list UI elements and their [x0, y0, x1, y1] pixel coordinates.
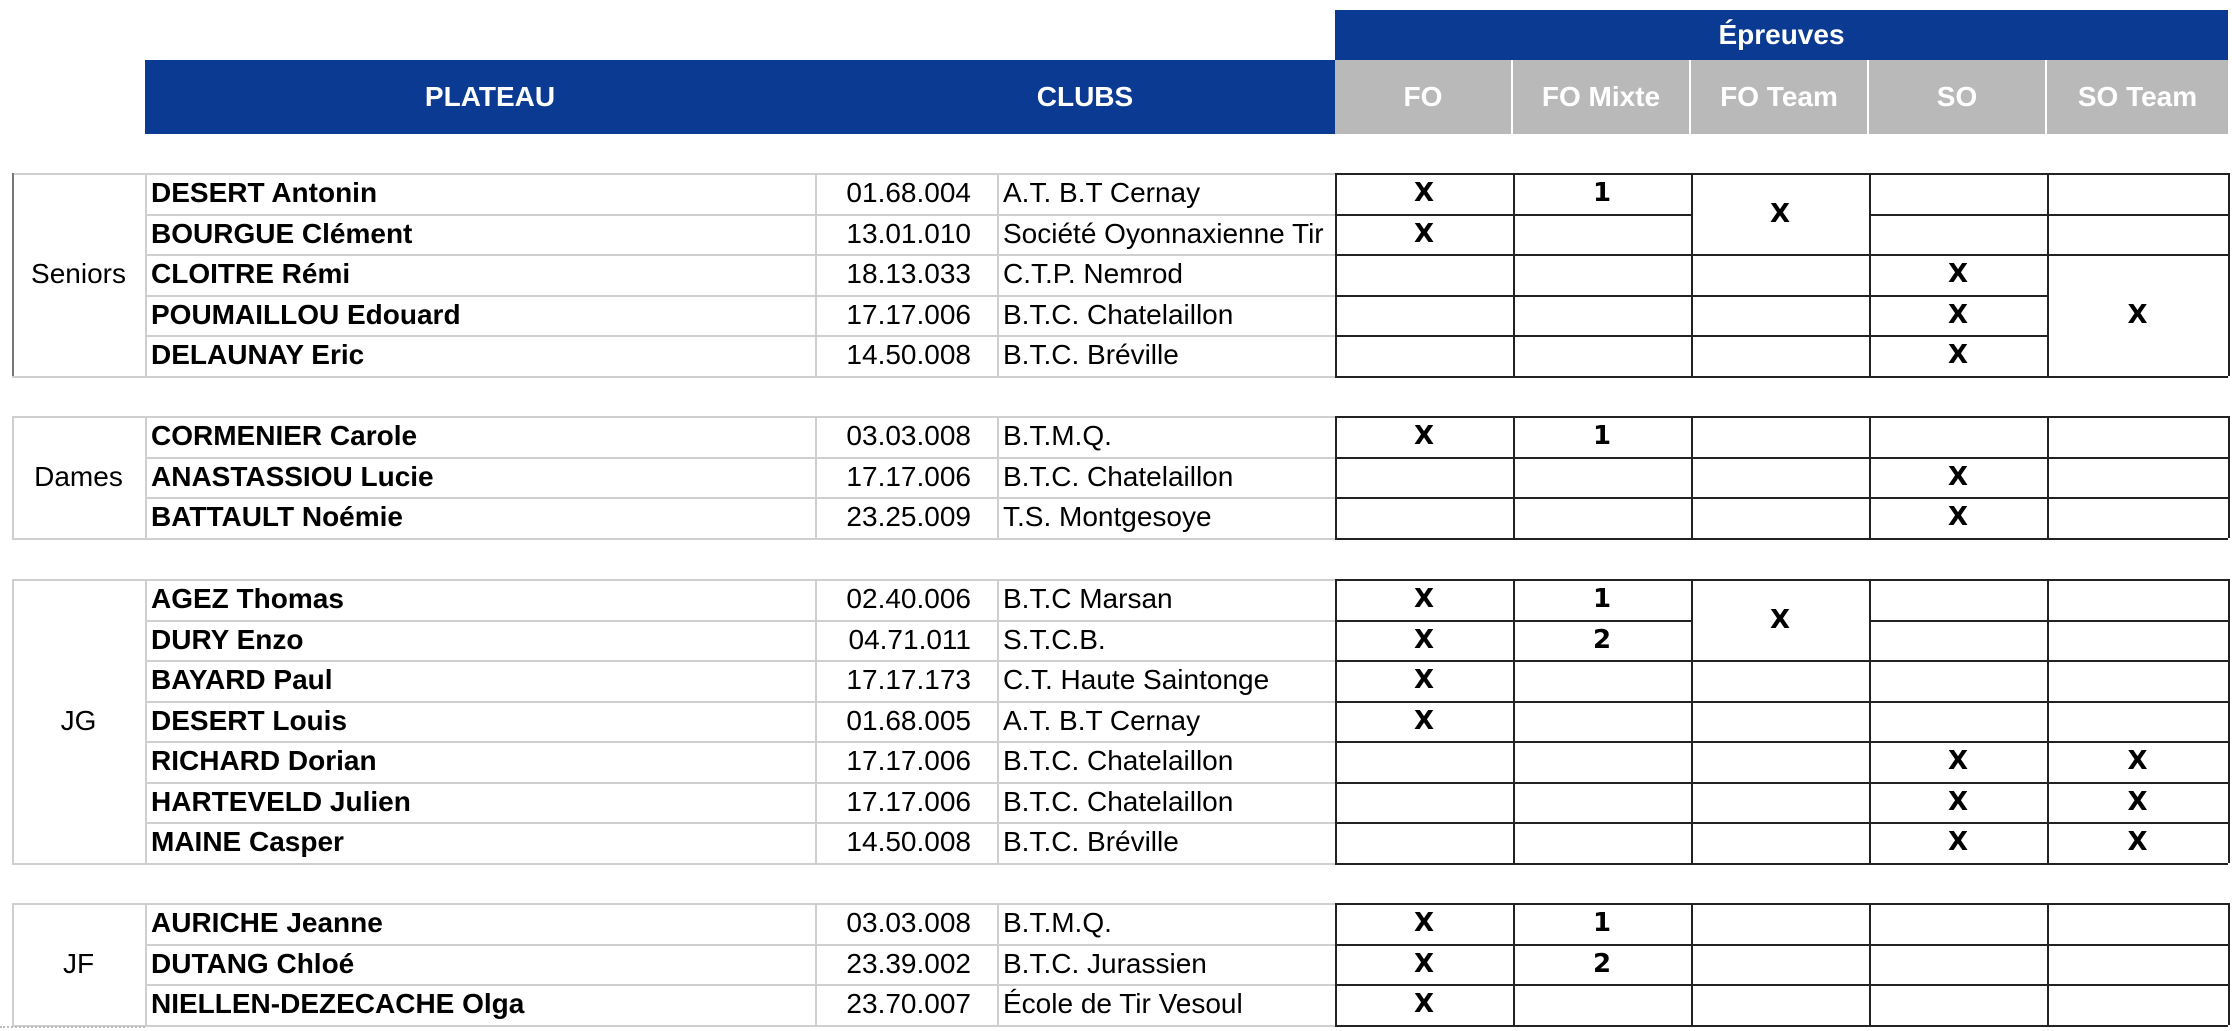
mark-fo: X	[1413, 989, 1435, 1020]
club-name: École de Tir Vesoul	[1003, 988, 1243, 1019]
mark-fo-mixte: 2	[1592, 624, 1612, 655]
grid-line	[1335, 173, 1337, 376]
grid-line	[145, 660, 1335, 662]
licence-number: 17.17.006	[846, 785, 971, 817]
grid-line	[1869, 822, 2047, 824]
grid-line	[2047, 984, 2228, 986]
athlete-name: DURY Enzo	[151, 623, 304, 655]
grid-line	[145, 620, 1335, 622]
mark-so	[1869, 173, 2047, 214]
category-label: Seniors	[31, 258, 126, 290]
athlete-name: ANASTASSIOU Lucie	[151, 460, 434, 492]
grid-line	[1691, 782, 1869, 784]
licence-number: 14.50.008	[846, 339, 971, 370]
grid-line	[1335, 660, 1691, 662]
event-header-so: SO	[1869, 60, 2047, 134]
grid-line	[1691, 660, 1869, 662]
mark-fo: X	[1413, 624, 1435, 655]
grid-line	[1335, 295, 1691, 297]
category-label: Dames	[34, 460, 123, 492]
grid-line	[1691, 497, 1869, 499]
grid-line	[12, 579, 1335, 581]
category-cell	[12, 579, 145, 863]
grid-line	[1691, 701, 1869, 703]
mark-fo-mixte	[1513, 660, 1691, 701]
grid-line	[815, 416, 817, 538]
epreuves-header	[1335, 10, 2228, 60]
mark-fo: X	[1413, 705, 1435, 736]
grid-line	[1335, 416, 1337, 538]
grid-line	[1513, 903, 1515, 1025]
grid-line	[1869, 335, 2047, 337]
mark-fo-mixte	[1513, 741, 1691, 782]
mark-so	[1869, 984, 2047, 1025]
grid-line	[145, 782, 1335, 784]
grid-line	[2228, 903, 2230, 1025]
grid-line	[997, 173, 999, 376]
grid-line	[1691, 822, 1869, 824]
grid-line	[12, 863, 1335, 865]
grid-line	[1691, 173, 1693, 376]
mark-fo: X	[1413, 178, 1435, 209]
grid-line	[145, 254, 1335, 256]
grid-line	[145, 984, 1335, 986]
licence-number: 13.01.010	[846, 217, 971, 249]
grid-line	[145, 295, 1335, 297]
event-header-so-team: SO Team	[2047, 60, 2228, 134]
grid-line	[1691, 457, 1869, 459]
grid-line	[1335, 903, 1337, 1025]
mark-fo-mixte	[1513, 782, 1691, 823]
grid-line	[1335, 579, 1337, 863]
mark-fo-mixte: 1	[1592, 178, 1612, 209]
grid-line	[145, 173, 147, 376]
grid-line	[1335, 214, 1691, 216]
mark-fo-mixte: 1	[1592, 908, 1612, 939]
grid-line	[1335, 335, 1691, 337]
grid-line	[1869, 579, 1871, 863]
clubs-header	[835, 60, 1335, 134]
grid-line	[2047, 254, 2228, 256]
grid-line	[1335, 173, 2228, 175]
plateau-label: PLATEAU	[424, 81, 556, 112]
licence-number: 23.39.002	[846, 947, 971, 979]
grid-line	[1869, 782, 2047, 784]
mark-so-team	[2047, 620, 2228, 661]
mark-so	[1869, 579, 2047, 620]
category-cell	[12, 416, 145, 538]
club-name: B.T.C. Bréville	[1003, 826, 1179, 857]
grid-line	[145, 701, 1335, 703]
grid-line	[1335, 944, 1691, 946]
grid-line	[1691, 579, 1693, 863]
grid-line	[1869, 497, 2047, 499]
grid-line	[1869, 741, 2047, 743]
grid-line	[1335, 254, 1691, 256]
grid-line	[145, 903, 147, 1025]
mark-fo	[1335, 741, 1513, 782]
grid-line	[2047, 701, 2228, 703]
mark-so: X	[1947, 786, 1969, 817]
grid-line	[1335, 497, 1691, 499]
grid-line	[2228, 416, 2230, 538]
grid-line	[1335, 822, 1691, 824]
grid-line	[145, 497, 1335, 499]
mark-so-team	[2047, 660, 2228, 701]
grid-line	[1335, 782, 1691, 784]
grid-line	[1513, 416, 1515, 538]
grid-line	[997, 903, 999, 1025]
grid-line	[145, 457, 1335, 459]
grid-line	[2047, 660, 2228, 662]
epreuves-label: Épreuves	[1718, 19, 1845, 50]
mark-so-team: X	[2127, 827, 2148, 858]
licence-number: 01.68.005	[846, 704, 971, 736]
mark-so	[1869, 701, 2047, 742]
athlete-name: BAYARD Paul	[151, 664, 333, 695]
mark-fo	[1335, 497, 1513, 538]
grid-line	[145, 214, 1335, 216]
grid-line	[1335, 538, 2228, 540]
club-name: B.T.C. Chatelaillon	[1003, 298, 1234, 330]
licence-number: 01.68.004	[846, 177, 971, 208]
grid-line	[1691, 295, 1869, 297]
mark-fo-mixte: 1	[1592, 584, 1612, 615]
licence-number: 14.50.008	[846, 826, 971, 857]
grid-line	[145, 944, 1335, 946]
grid-line	[1869, 620, 2047, 622]
grid-line	[1335, 416, 2228, 418]
grid-line	[2047, 944, 2228, 946]
mark-so: X	[1947, 340, 1969, 371]
grid-line	[815, 903, 817, 1025]
athlete-name: CORMENIER Carole	[151, 420, 418, 451]
grid-line	[1335, 984, 1691, 986]
mark-so-team: X	[2127, 746, 2148, 777]
mark-so	[1869, 660, 2047, 701]
grid-line	[1869, 944, 2047, 946]
grid-line	[1869, 701, 2047, 703]
grid-line	[1335, 863, 2228, 865]
club-name: B.T.C. Bréville	[1003, 339, 1179, 370]
grid-line	[12, 376, 1335, 378]
mark-fo-mixte	[1513, 701, 1691, 742]
grid-line	[2047, 457, 2228, 459]
club-name: B.T.M.Q.	[1003, 907, 1112, 938]
grid-line	[1335, 579, 2228, 581]
mark-so-team	[2047, 579, 2228, 620]
athlete-name: AGEZ Thomas	[151, 583, 344, 614]
grid-line	[1869, 173, 1871, 376]
mark-so	[1869, 620, 2047, 661]
grid-line	[12, 416, 14, 538]
athlete-name: CLOITRE Rémi	[151, 258, 351, 289]
athlete-name: HARTEVELD Julien	[151, 785, 411, 817]
grid-line	[997, 579, 999, 863]
grid-line	[12, 173, 1335, 175]
mark-fo-mixte	[1513, 214, 1691, 255]
grid-line	[2047, 822, 2228, 824]
athlete-name: DUTANG Chloé	[151, 947, 355, 979]
grid-line	[1335, 701, 1691, 703]
mark-so	[1869, 416, 2047, 457]
grid-line	[145, 822, 1335, 824]
mark-so-team-merged: X	[2127, 299, 2148, 330]
club-name: C.T.P. Nemrod	[1003, 258, 1183, 289]
grid-line	[1335, 741, 1691, 743]
grid-line	[12, 416, 1335, 418]
grid-line	[145, 741, 1335, 743]
event-header-fo-team: FO Team	[1691, 60, 1869, 134]
licence-number: 18.13.033	[846, 258, 971, 289]
mark-fo	[1335, 335, 1513, 376]
athlete-name: DESERT Antonin	[151, 177, 378, 208]
grid-line	[1691, 984, 1869, 986]
athlete-name: BOURGUE Clément	[151, 217, 413, 249]
grid-line	[1869, 984, 2047, 986]
club-name: B.T.C. Chatelaillon	[1003, 745, 1234, 776]
mark-fo	[1335, 295, 1513, 336]
licence-number: 04.71.011	[848, 623, 971, 655]
mark-fo-team-merged: X	[1769, 198, 1791, 229]
event-header-fo: FO	[1335, 60, 1513, 134]
licence-number: 17.17.006	[846, 460, 971, 492]
grid-line	[1691, 944, 1869, 946]
mark-fo	[1335, 457, 1513, 498]
mark-fo	[1335, 254, 1513, 295]
clubs-label: CLUBS	[1036, 81, 1134, 112]
mark-fo-mixte: 2	[1592, 948, 1612, 979]
mark-fo-mixte	[1513, 822, 1691, 863]
mark-so	[1869, 903, 2047, 944]
mark-fo: X	[1413, 665, 1435, 696]
grid-line	[2047, 416, 2049, 538]
grid-line	[12, 903, 14, 1025]
mark-so	[1869, 944, 2047, 985]
grid-line	[12, 579, 14, 863]
club-name: B.T.C Marsan	[1003, 583, 1173, 614]
mark-fo-mixte	[1513, 497, 1691, 538]
grid-line	[1513, 579, 1515, 863]
mark-so-team: X	[2127, 786, 2148, 817]
athlete-name: RICHARD Dorian	[151, 745, 377, 776]
grid-line	[2047, 620, 2228, 622]
mark-fo-mixte	[1513, 254, 1691, 295]
grid-line	[12, 903, 1335, 905]
licence-number: 17.17.006	[846, 298, 971, 330]
grid-line	[1335, 376, 2228, 378]
club-name: T.S. Montgesoye	[1003, 501, 1212, 532]
grid-line	[145, 579, 147, 863]
grid-line	[2228, 173, 2230, 376]
licence-number: 17.17.006	[846, 745, 971, 776]
licence-number: 23.25.009	[846, 501, 971, 532]
plateau-header	[145, 60, 835, 134]
grid-line	[2047, 497, 2228, 499]
grid-line	[12, 1025, 1335, 1027]
category-cell	[12, 903, 145, 1025]
grid-line	[12, 173, 14, 376]
mark-fo-mixte	[1513, 457, 1691, 498]
grid-line	[145, 335, 1335, 337]
grid-line	[2047, 782, 2228, 784]
grid-line	[1869, 660, 2047, 662]
grid-line	[815, 173, 817, 376]
mark-fo-mixte	[1513, 295, 1691, 336]
grid-line	[1335, 1025, 2228, 1027]
mark-so: X	[1947, 502, 1969, 533]
grid-line	[2228, 579, 2230, 863]
grid-line	[1691, 741, 1869, 743]
mark-fo-team-merged: X	[1769, 604, 1791, 635]
athlete-name: DELAUNAY Eric	[151, 339, 365, 370]
club-name: B.T.C. Chatelaillon	[1003, 785, 1234, 817]
mark-so: X	[1947, 299, 1969, 330]
mark-fo: X	[1413, 218, 1435, 249]
grid-line	[2047, 579, 2049, 863]
mark-fo	[1335, 822, 1513, 863]
grid-line	[12, 538, 1335, 540]
club-name: A.T. B.T Cernay	[1003, 704, 1201, 736]
category-cell	[12, 173, 145, 376]
grid-line	[1869, 903, 1871, 1025]
mark-fo-mixte	[1513, 335, 1691, 376]
athlete-name: NIELLEN-DEZECACHE Olga	[151, 988, 525, 1019]
category-label: JF	[62, 947, 95, 979]
athlete-name: AURICHE Jeanne	[151, 907, 383, 938]
licence-number: 23.70.007	[846, 988, 971, 1019]
club-name: Société Oyonnaxienne Tir	[1003, 217, 1324, 249]
club-name: B.T.C. Chatelaillon	[1003, 460, 1234, 492]
mark-fo: X	[1413, 908, 1435, 939]
grid-line	[1335, 903, 2228, 905]
grid-line	[1869, 254, 2047, 256]
grid-line	[1691, 903, 1693, 1025]
grid-line	[2047, 214, 2228, 216]
athlete-name: DESERT Louis	[151, 704, 348, 736]
grid-line	[2047, 173, 2049, 376]
athlete-name: MAINE Casper	[151, 826, 344, 857]
mark-fo-mixte: 1	[1592, 421, 1612, 452]
grid-line	[1335, 620, 1691, 622]
category-label: JG	[60, 704, 97, 736]
grid-line	[1869, 457, 2047, 459]
grid-line	[1869, 214, 2047, 216]
mark-fo: X	[1413, 948, 1435, 979]
grid-line	[145, 416, 147, 538]
mark-fo: X	[1413, 421, 1435, 452]
grid-line	[2047, 903, 2049, 1025]
club-name: C.T. Haute Saintonge	[1003, 664, 1270, 695]
mark-so	[1869, 214, 2047, 255]
grid-line	[815, 579, 817, 863]
club-name: S.T.C.B.	[1003, 623, 1106, 655]
licence-number: 17.17.173	[846, 664, 971, 695]
mark-so: X	[1947, 746, 1969, 777]
licence-number: 02.40.006	[846, 583, 971, 614]
mark-so: X	[1947, 461, 1969, 492]
athlete-name: BATTAULT Noémie	[151, 501, 403, 532]
grid-line	[1691, 335, 1869, 337]
mark-fo-mixte	[1513, 984, 1691, 1025]
grid-line	[1869, 295, 2047, 297]
grid-line	[2047, 741, 2228, 743]
club-name: A.T. B.T Cernay	[1003, 177, 1201, 208]
grid-line	[1869, 416, 1871, 538]
grid-line	[1691, 254, 1869, 256]
club-name: B.T.M.Q.	[1003, 420, 1112, 451]
grid-line	[1335, 457, 1691, 459]
page-edge-dots	[0, 1026, 145, 1028]
grid-line	[1691, 416, 1693, 538]
licence-number: 03.03.008	[846, 420, 971, 451]
grid-line	[997, 416, 999, 538]
mark-so: X	[1947, 827, 1969, 858]
mark-so: X	[1947, 259, 1969, 290]
mark-so-team	[2047, 701, 2228, 742]
licence-number: 03.03.008	[846, 907, 971, 938]
event-header-fo-mixte: FO Mixte	[1513, 60, 1691, 134]
athlete-name: POUMAILLOU Edouard	[151, 298, 461, 330]
mark-fo	[1335, 782, 1513, 823]
grid-line	[1513, 173, 1515, 376]
club-name: B.T.C. Jurassien	[1003, 947, 1207, 979]
mark-fo: X	[1413, 584, 1435, 615]
